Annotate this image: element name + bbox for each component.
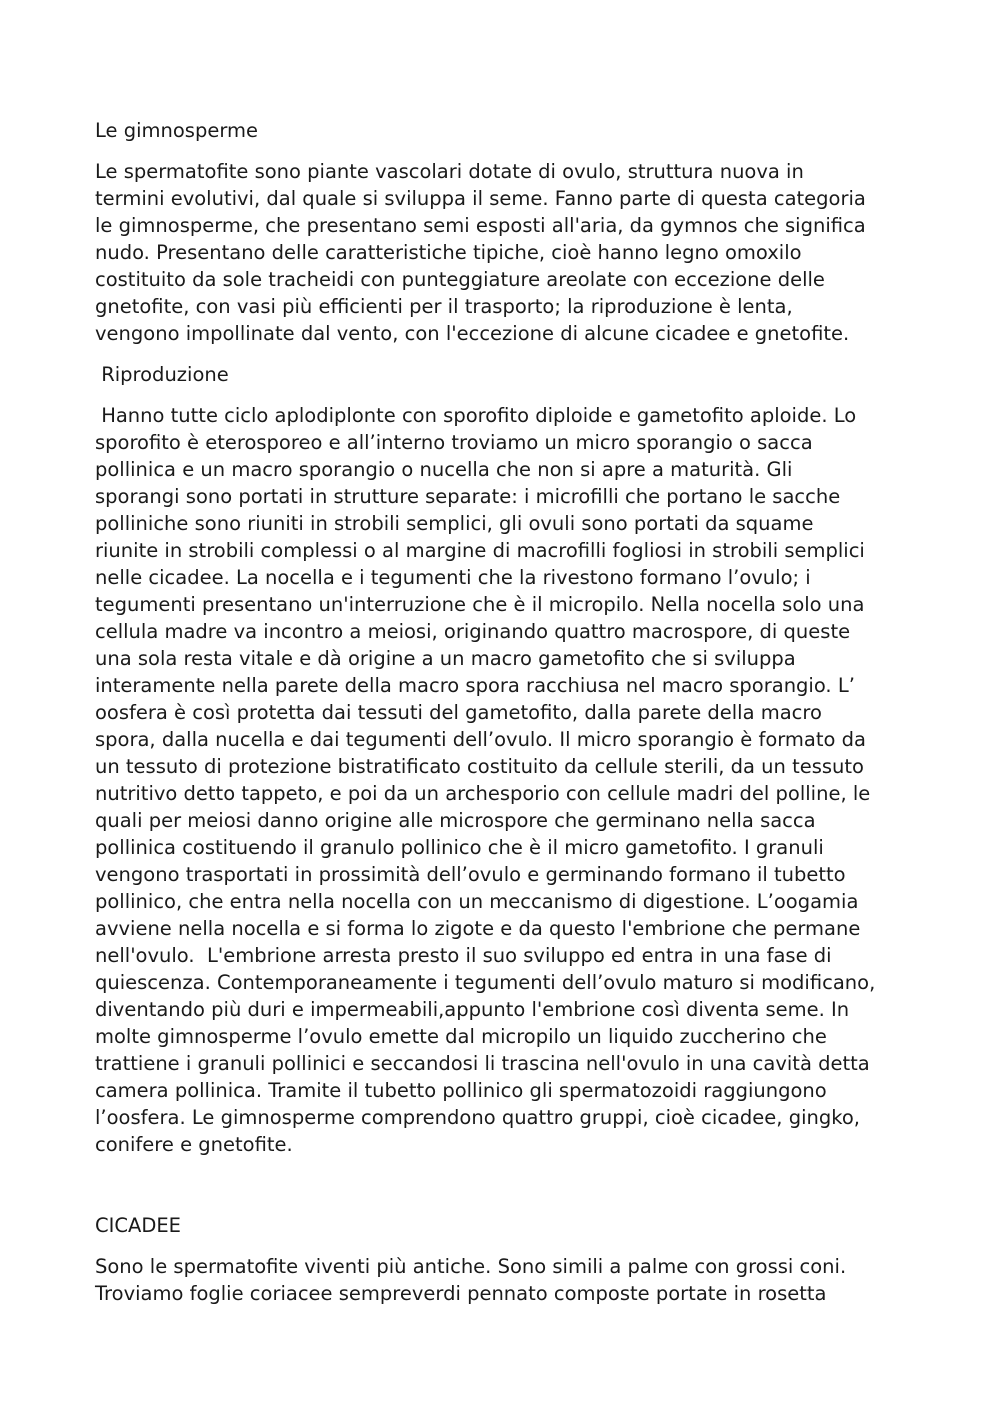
section-heading-cicadee: CICADEE (95, 1214, 181, 1237)
text-line: una sola resta vitale e dà origine a un macro gametofito che si sviluppa (95, 647, 796, 670)
intro-paragraph (95, 158, 925, 347)
text-line: molte gimnosperme l’ovulo emette dal micropilo un liquido zuccherino che (95, 1025, 827, 1048)
text-line: pollinico, che entra nella nocella con un meccanismo di digestione. L’oogamia (95, 890, 859, 913)
text-line: vengono trasportati in prossimità dell’ovulo e germinando formano il tubetto (95, 863, 846, 886)
text-line: quali per meiosi danno origine alle microspore che germinano nella sacca (95, 809, 816, 832)
text-line: interamente nella parete della macro spora racchiusa nel macro sporangio. L’ (95, 674, 855, 697)
cicadee-paragraph (95, 1253, 925, 1307)
text-line: sporofito è eterosporeo e all’interno troviamo un micro sporangio o sacca (95, 431, 813, 454)
text-line: pollinica e un macro sporangio o nucella che non si apre a maturità. Gli (95, 458, 793, 481)
document-body (95, 117, 925, 1321)
text-line: l’oosfera. Le gimnosperme comprendono quattro gruppi, cioè cicadee, gingko, (95, 1106, 860, 1129)
text-line: oosfera è così protetta dai tessuti del gametofito, dalla parete della macro (95, 701, 822, 724)
text-line: pollinica costituendo il granulo pollinico che è il micro gametofito. I granuli (95, 836, 824, 859)
text-line: nutritivo detto tappeto, e poi da un archesporio con cellule madri del polline, le (95, 782, 871, 805)
text-line: vengono impollinate dal vento, con l'eccezione di alcune cicadee e gnetofite. (95, 322, 850, 345)
text-line: spora, dalla nucella e dai tegumenti dell’ovulo. Il micro sporangio è formato da (95, 728, 866, 751)
text-line: gnetofite, con vasi più efficienti per il trasporto; la riproduzione è lenta, (95, 295, 793, 318)
text-line: nudo. Presentano delle caratteristiche tipiche, cioè hanno legno omoxilo (95, 241, 802, 264)
text-line: Sono le spermatofite viventi più antiche. Sono simili a palme con grossi coni. (95, 1255, 847, 1278)
text-line: sporangi sono portati in strutture separate: i microfilli che portano le sacche (95, 485, 841, 508)
text-line: conifere e gnetofite. (95, 1133, 293, 1156)
text-line: avviene nella nocella e si forma lo zigote e da questo l'embrione che permane (95, 917, 861, 940)
text-line: trattiene i granuli pollinici e seccandosi li trascina nell'ovulo in una cavità detta (95, 1052, 870, 1075)
text-line: termini evolutivi, dal quale si sviluppa il seme. Fanno parte di questa categoria (95, 187, 866, 210)
text-line: tegumenti presentano un'interruzione che è il micropilo. Nella nocella solo una (95, 593, 865, 616)
document-title: Le gimnosperme (95, 119, 258, 142)
text-line: le gimnosperme, che presentano semi esposti all'aria, da gymnos che significa (95, 214, 866, 237)
text-line: riunite in strobili complessi o al margine di macrofilli fogliosi in strobili semplici (95, 539, 865, 562)
text-line: nell'ovulo. L'embrione arresta presto il suo sviluppo ed entra in una fase di (95, 944, 832, 967)
text-line: un tessuto di protezione bistratificato costituito da cellule sterili, da un tessuto (95, 755, 864, 778)
section-spacer (95, 1172, 925, 1212)
section-heading-riproduzione: Riproduzione (95, 363, 229, 386)
text-line: Troviamo foglie coriacee sempreverdi pennato composte portate in rosetta (95, 1282, 827, 1305)
text-line: quiescenza. Contemporaneamente i tegumenti dell’ovulo maturo si modificano, (95, 971, 876, 994)
text-line: camera pollinica. Tramite il tubetto pollinico gli spermatozoidi raggiungono (95, 1079, 827, 1102)
text-line: Le spermatofite sono piante vascolari dotate di ovulo, struttura nuova in (95, 160, 804, 183)
riproduzione-paragraph (95, 402, 925, 1158)
text-line: Hanno tutte ciclo aplodiplonte con sporofito diploide e gametofito aploide. Lo (95, 404, 857, 427)
text-line: nelle cicadee. La nocella e i tegumenti che la rivestono formano l’ovulo; i (95, 566, 811, 589)
text-line: costituito da sole tracheidi con punteggiature areolate con eccezione delle (95, 268, 825, 291)
text-line: cellula madre va incontro a meiosi, originando quattro macrospore, di queste (95, 620, 851, 643)
text-line: polliniche sono riuniti in strobili semplici, gli ovuli sono portati da squame (95, 512, 814, 535)
text-line: diventando più duri e impermeabili,appunto l'embrione così diventa seme. In (95, 998, 850, 1021)
